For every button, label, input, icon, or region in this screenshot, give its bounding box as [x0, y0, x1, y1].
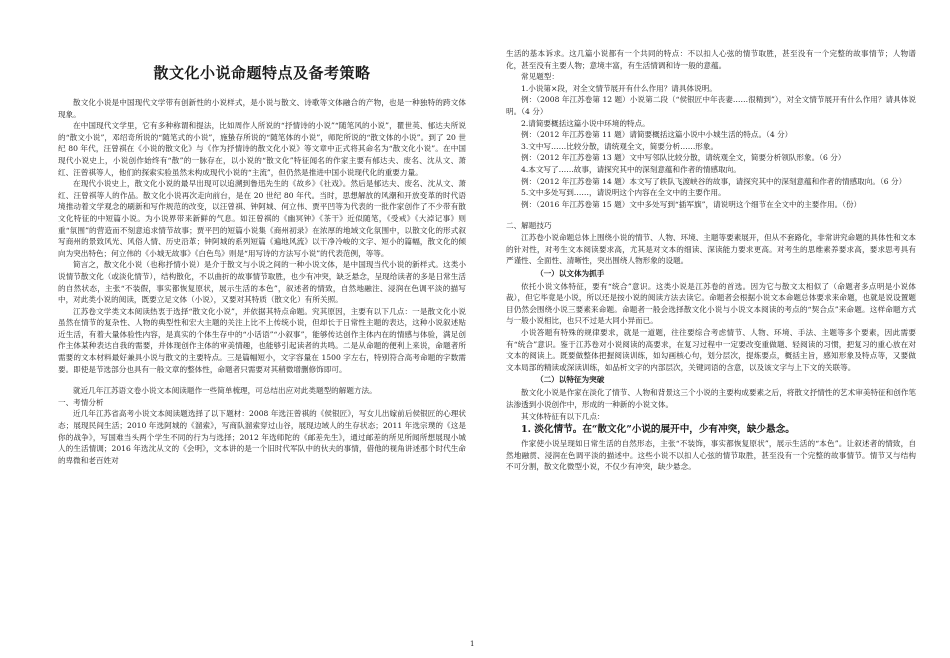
paragraph: 江苏卷文学类文本阅读热衷于选择“散文化小说”，并依据其特点命题。究其原因，主要有以下几点：一是散文化小说虽然在情节的复杂性、人物的典型性和宏大主题的关注上比不上传统小说，但却长于日常性主题的表达，这种小说叙述贴近生活，有着大量体验性内容，是真实的个体生存中的“小话语”“小叙事”，能够传达创作主体内在的情感与体验，满足创作主体某种表达自我的需要，并体现创作主体的审美情趣，也能够引起读者的共鸣。二是从命题的便利上来说，命题者所需要的文本材料最好兼具小说与散文的主要特点。三是篇幅短小，文字容量在 1500 字左右，特别符合高考命题的字数需要。即使是节选部分也具有一般文章的整体性，命题者只需要对其稍微增删修饰即可。	[58, 306, 466, 374]
section-heading: 一、考情分析	[58, 397, 104, 407]
example: 例：（2008 年江苏卷第 12 题）小说第二段（“侯银匠中年丧妻……很精到”），对全文情节展开有什么作用？请具体说明。（4 分）	[506, 95, 916, 116]
paragraph: 江苏卷小说命题总体上围绕小说的情节、人物、环境、主题等要素展开，但从不套路化，非常讲究命题的具体性和文本的针对性，对考生文本阅读要求高，尤其是对文本的细读、深读能力要求更高。对考生的思维素养要求高，要求思考具有严谨性、全面性、清晰性，突出围绕人物形象的设题。	[506, 232, 916, 266]
point-heading: 1. 淡化情节。在“散文化”小说的展开中，少有冲突，缺少悬念。	[521, 424, 795, 436]
example: 例：（2012 年江苏卷第 14 题）本文写了轶队飞渡峡谷的故事，请探究其中的深刻意蕴和作者的情感取向。（6 分）	[521, 176, 907, 186]
subsection-heading: （二）以特征为突破	[536, 375, 605, 385]
example: 例：（2016 年江苏卷第 15 题）文中多处写到“插军旗”，请说明这个细节在全文中的主要作用。（份）	[521, 199, 862, 209]
subsection-heading: （一）以文体为抓手	[536, 268, 605, 278]
left-column	[58, 97, 466, 466]
paragraph: 作家使小说呈现如日常生活的自然形态，主张“不装饰，事实都恢复原状”，展示生活的“本色”。让叙述者的情致，自然地融贯、浸润在色调平淡的描述中。这些小说不以扣人心弦的情节取胜，甚至没有一个完整的故事情节。情节又与结构不可分割，散文化微型小说，不仅少有冲突，缺少悬念。	[506, 439, 916, 472]
example: 例：（2012 年江苏卷第 11 题）请简要概括这篇小说中小城生活的特点。（4 分）	[521, 130, 793, 140]
paragraph: 常见题型：	[521, 72, 559, 82]
question-type: 5.文中多处写到……，请说明这个内容在全文中的主要作用。	[521, 188, 726, 198]
paragraph: 简言之，散文化小说（也称抒情小说）是介于散文与小说之间的一种小说文体，是中国现当代小说的新样式。这类小说情节散文化（或淡化情节），结构散化，不以曲折的故事情节取胜，也少有冲突，缺乏悬念，呈现给读者的多是日常生活的自然状态，主张“不装假，事实都恢复原状，展示生活的本色”，叙述者的情致，自然地融注、浸润在色调平淡的描写中，对此类小说的阅读，既要立足文体（小说），又要对其特质（散文化）有所关照。	[58, 260, 466, 305]
question-type: 2.请简要概括这篇小说中环境的特点。	[521, 118, 650, 128]
paragraph: 散文化小说是作家在淡化了情节、人物和背景这三个小说的主要构成要素之后，将散文抒情性的艺术审美特征和创作笔法渗透到小说创作中，形成的一种新的小说文体。	[506, 388, 916, 410]
paragraph: 就近几年江苏语文卷小说文本阅读题作一些简单梳理，可总结出应对此类题型的解题方法。	[73, 386, 377, 396]
page-number: 1	[470, 640, 475, 648]
right-column	[506, 48, 916, 473]
section-heading: 二、解题技巧	[506, 221, 552, 231]
question-type: 1.小说第×段，对全文情节展开有什么作用？请具体说明。	[521, 83, 717, 93]
question-type: 4.本文写了……故事，请探究其中的深刻意蕴和作者的情感取向。	[521, 164, 741, 174]
paragraph: 其文体特征有以下几点：	[521, 411, 605, 421]
paragraph: 在中国现代文学里，它有多种称谓和提法，比如周作人所说的“抒情诗的小说”“随笔风的小说”，瞿世英、郁达夫所说的“散文小说”，邓绍奇所说的“随笔式的小说”，施蛰存所说的“随笔体的小说”，师陀所说的“散文体的小说”。到了 20 世纪 80 年代，汪曾祺在《小说的散文化》与《作为抒情诗的散文化小说》等文章中正式将其命名为“散文化小说”。在中国现代小说史上，小说创作始终有“散”的一脉存在，以小说的“散文化”特征闻名的作家主要有郁达夫、废名、沈从文、萧红、汪曾祺等人，他们的探索实验虽然未构成现代小说的“主流”，但仍然是推进中国小说现代化的重要力量。	[58, 121, 466, 177]
question-type: 3.文中写……比较分散，请统观全文，简要分析……形象。	[521, 141, 719, 151]
example: 例：（2012 年江苏卷第 13 题）文中写邻队比较分散，请统观全文，简要分析领队形象。（6 分）	[521, 153, 846, 163]
paragraph: 近几年江苏省高考小说文本阅读题选择了以下题材：2008 年选汪曾祺的《侯银匠》，写女儿出嫁前后侯银匠的心理状态；展现民间生活；2010 年选阿城的《溜索》，写商队溜索穿过山谷，展现边域人的生存状态；2011 年选宗璞的《这是你的战争》，写国难当头两个学生不同的行为与选择；2012 年选师陀的《邮差先生》，通过邮差的所见所闻所想展现小城人的生活情调；2016 年选沈从文的《会明》，文本讲的是一个旧时代军队中的伙夫的事情，借他的视角讲述那个时代生命的卑微和老百姓对	[58, 409, 466, 465]
paragraph: 小说答题有特殊的规律要求，就是一道题，往往要综合考虑情节、人物、环境、手法、主题等多个要素，因此需要有“统合”意识。鉴于江苏卷对小说阅读的高要求，在复习过程中一定要改变重做题、轻阅读的习惯，把复习的重心放在对文本的阅读上。既要做整体把握阅读训练，如勾画核心句，划分层次，提炼要点，概括主旨，感知形象及特点等，又要做文本局部的精读或深读训练，如品析文字的内部层次，关键词语的含意，以及该文字与上下文的关联等。	[506, 328, 916, 372]
paragraph: 生活的基本诉求。这几篇小说都有一个共同的特点：不以扣人心弦的情节取胜，甚至没有一个完整的故事情节；人物谱化，甚至没有主要人物；意境丰富，有生活情调和诗一般的意蕴。	[506, 49, 916, 70]
paragraph: 依托小说文体特征，要有“统合”意识。这类小说是江苏卷的首选。因为它与散文太相似了（命题者多点明是小说体裁），但它毕竟是小说，所以还是按小说的阅读方法去读它。命题者会根据小说文本命题总体要求来命题，也就是说设置题目仍然会围绕小说三要素来命题。命题者一般会选择散文化小说与小说文本阅读的考点的“契合点”来命题。这样命题方式与一般小说相比，也只不过是大同小异而已。	[506, 281, 916, 326]
document-title: 散文化小说命题特点及备考策略	[153, 64, 371, 82]
paragraph: 散文化小说是中国现代文学带有创新性的小说样式，是小说与散文、诗歌等文体融合的产物，也是一种独特的跨文体现象。	[58, 98, 466, 119]
paragraph: 在现代小说史上，散文化小说的最早出现可以追溯到鲁迅先生的《故乡》《社戏》。然后是郁达夫、废名、沈从文、萧红、汪曾祺等人的作品。散文化小说再次走向前台，是在 20 世纪 80 年代。当时，思想解放的风潮和开放变革的时代语境推动着文学观念的刷新和写作规范的改变，以汪曾祺、钟阿城、何立伟、贾平凹等为代表的一批作家创作了不少带有散文化特征的中短篇小说。为小说界带来新鲜的气息。如汪曾祺的《幽冥钟》《茶干》近似随笔，《受戒》《大淖记事》则重“氛围”的营造而不刻意追求情节故事；贾平凹的短篇小说集《商州初录》在浓厚的地域文化氛围中，以散文化的形式叙写商州的景致风光、风俗人情、历史沿革；钟阿城的系列短篇《遍地风流》以干净冷峻的文字、短小的篇幅，散文化的倾向为突出特色；何立伟的《小城无故事》《白色鸟》则是“用写诗的方法写小说”的代表范例，等等。	[58, 179, 466, 258]
